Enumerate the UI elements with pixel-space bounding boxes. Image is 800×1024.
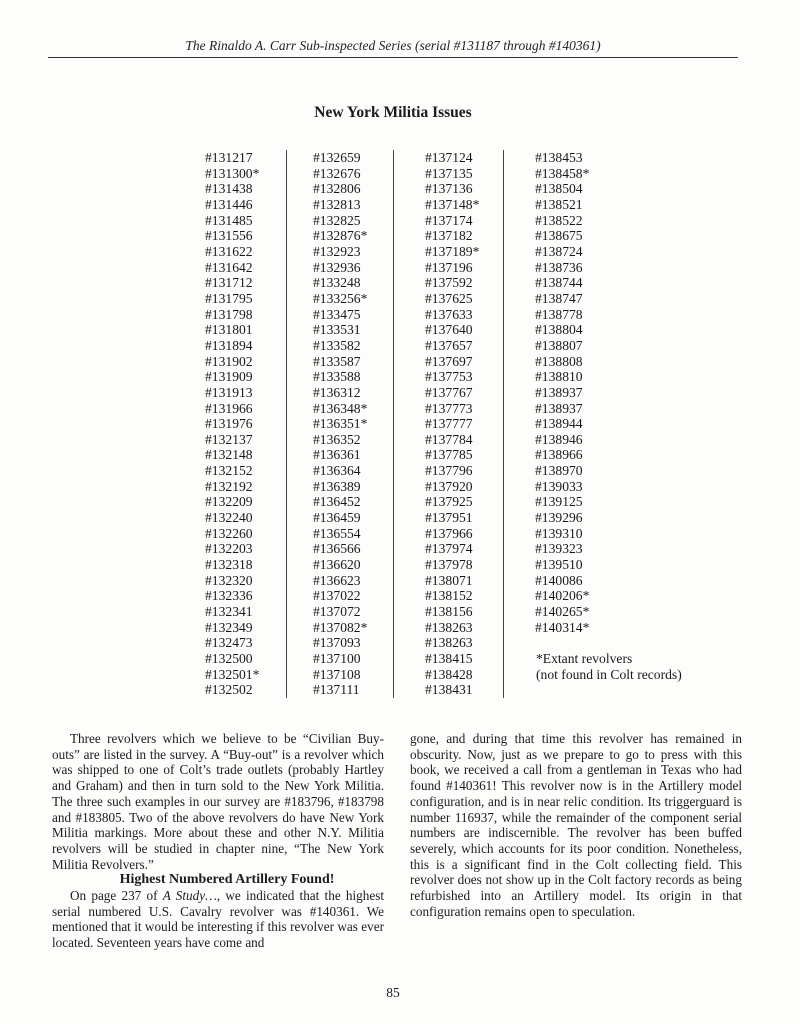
serial-number: #138263 xyxy=(425,635,473,651)
serial-number: #138156 xyxy=(425,604,473,620)
serial-number: #137978 xyxy=(425,557,473,573)
serial-number: #137966 xyxy=(425,525,473,541)
serial-number: #132320 xyxy=(205,572,253,588)
serial-number: #138152 xyxy=(425,588,473,604)
serial-number: #137100 xyxy=(313,651,361,666)
serial-number: #136452 xyxy=(313,494,361,510)
serial-number: #139296 xyxy=(535,510,583,526)
serial-number: #140265* xyxy=(535,604,590,620)
serial-number: #139033 xyxy=(535,478,583,494)
serial-number: #137148* xyxy=(425,196,480,212)
serial-number: #132936 xyxy=(313,259,361,275)
serial-number: #131798 xyxy=(205,306,253,322)
serial-number: #132137 xyxy=(205,431,253,447)
serial-number: #139310 xyxy=(535,525,583,541)
serial-number: #138807 xyxy=(535,337,583,353)
page-number: 85 xyxy=(386,985,400,1000)
serial-number: #137773 xyxy=(425,400,473,416)
serial-number: #136554 xyxy=(313,525,361,541)
serial-number: #137108 xyxy=(313,666,361,682)
serial-number: #131966 xyxy=(205,400,253,416)
serial-number: #138966 xyxy=(535,447,583,463)
text: , we indicated that the highest serial numbered U.S. Cavalry revolver was #140361. We mentioned that it would be interesting if this revolver was ever located. Seventeen years have come and xyxy=(52,888,385,951)
serial-number: #137974 xyxy=(425,541,473,557)
serial-number: #133587 xyxy=(313,353,361,369)
serial-number: #136459 xyxy=(313,510,361,526)
serial-number: #137796 xyxy=(425,463,473,479)
serial-number: #132676 xyxy=(313,165,361,181)
serial-number: #137592 xyxy=(425,275,473,291)
serial-number: #138736 xyxy=(535,259,583,275)
serial-number: #131438 xyxy=(205,181,253,197)
serial-number: #131801 xyxy=(205,322,253,338)
serial-number: #133588 xyxy=(313,369,361,385)
serial-number: #132152 xyxy=(205,463,253,479)
serial-number: #132148 xyxy=(205,447,253,463)
serial-number: #132923 xyxy=(313,243,361,259)
serial-number: #137625 xyxy=(425,290,473,306)
serial-number: #136312 xyxy=(313,384,361,400)
serial-number: #132501* xyxy=(205,666,260,682)
column-divider xyxy=(393,150,394,698)
serial-number: #136352 xyxy=(313,431,361,447)
serial-number: #137640 xyxy=(425,322,473,338)
serial-number: #133475 xyxy=(313,306,361,322)
serial-number: #132336 xyxy=(205,588,253,604)
serial-number: #132209 xyxy=(205,494,253,510)
serial-number: #131485 xyxy=(205,212,253,228)
serial-number: #136620 xyxy=(313,557,361,573)
serial-number: #136348* xyxy=(313,400,368,416)
serial-column-2 xyxy=(313,150,367,698)
serial-number: #131642 xyxy=(205,259,253,275)
serial-number: #139510 xyxy=(535,557,583,573)
serial-number: #137174 xyxy=(425,212,473,228)
serial-number: #133582 xyxy=(313,337,361,353)
serial-number: #137022 xyxy=(313,588,361,604)
serial-number: #139125 xyxy=(535,494,583,510)
paragraph-continued: gone, and during that time this revolver has remained in obscurity. Now, just as we prepare to go to press with this book, we received a call from a gentleman in Texas who had found #140361! This revolver now is in the Artillery model configuration, and is in near relic condition. Its triggerguard is number 116937, while the remainder of the component serial numbers are indiscernible. The revolver has been buffed severely, which accounts for its poor condition. Nonetheless, this is a significant find in the Colt collecting field. This revolver does not show up in the Colt factory records as being refurbished into an Artillery model. Its origin in that configuration remains open to speculation. xyxy=(410,731,742,919)
serial-number: #132203 xyxy=(205,541,253,557)
serial-number: #138453 xyxy=(535,150,583,165)
serial-number: #140314* xyxy=(535,619,590,635)
serial-number: #137082* xyxy=(313,619,368,635)
serial-number: #138744 xyxy=(535,275,583,291)
serial-number: #136389 xyxy=(313,478,361,494)
serial-number: #132500 xyxy=(205,651,253,666)
serial-number: #136361 xyxy=(313,447,361,463)
serial-number: #137657 xyxy=(425,337,473,353)
section-title: New York Militia Issues xyxy=(314,104,472,121)
serial-number: #138724 xyxy=(535,243,583,259)
serial-number: #131795 xyxy=(205,290,253,306)
book-title: A Study… xyxy=(162,888,217,904)
serial-number: #137784 xyxy=(425,431,473,447)
serial-number: #139323 xyxy=(535,541,583,557)
serial-number: #131556 xyxy=(205,228,253,244)
serial-number: #133248 xyxy=(313,275,361,291)
serial-number: #132318 xyxy=(205,557,253,573)
serial-number: #137633 xyxy=(425,306,473,322)
serial-number: #137920 xyxy=(425,478,473,494)
serial-number: #137767 xyxy=(425,384,473,400)
serial-number: #132192 xyxy=(205,478,253,494)
serial-number: #136623 xyxy=(313,572,361,588)
serial-number: #138804 xyxy=(535,322,583,338)
serial-number: #132806 xyxy=(313,181,361,197)
serial-number: #137124 xyxy=(425,150,473,165)
serial-number: #131894 xyxy=(205,337,253,353)
serial-number: #132341 xyxy=(205,604,253,620)
serial-number: #138810 xyxy=(535,369,583,385)
serial-number: #138428 xyxy=(425,666,473,682)
serial-number: #137697 xyxy=(425,353,473,369)
serial-number: #137135 xyxy=(425,165,473,181)
serial-number: #132813 xyxy=(313,196,361,212)
body-column-left xyxy=(52,731,384,951)
serial-column-3 xyxy=(425,150,479,698)
serial-number: #131909 xyxy=(205,369,253,385)
serial-number: #138458* xyxy=(535,165,590,181)
serial-number: #138937 xyxy=(535,400,583,416)
footnote-line-2: (not found in Colt records) xyxy=(536,667,682,682)
running-head: The Rinaldo A. Carr Sub-inspected Series (serial #131187 through #140361) xyxy=(185,38,601,53)
serial-number: #140206* xyxy=(535,588,590,604)
serial-number: #137182 xyxy=(425,228,473,244)
serial-column-1 xyxy=(205,150,259,698)
serial-number: #136566 xyxy=(313,541,361,557)
serial-number: #137785 xyxy=(425,447,473,463)
serial-number: #131913 xyxy=(205,384,253,400)
serial-number: #138071 xyxy=(425,572,473,588)
serial-number: #138970 xyxy=(535,463,583,479)
column-divider xyxy=(503,150,504,698)
serial-number: #131217 xyxy=(205,150,253,165)
serial-number: #132825 xyxy=(313,212,361,228)
footnote-line-1: *Extant revolvers xyxy=(536,651,633,666)
serial-number: #137951 xyxy=(425,510,473,526)
body-column-right xyxy=(410,731,742,919)
serial-number: #138522 xyxy=(535,212,583,228)
paragraph-artillery-found xyxy=(52,888,384,951)
serial-column-4 xyxy=(535,150,589,635)
footnote xyxy=(536,651,682,683)
text: On page 237 of xyxy=(70,888,163,904)
serial-number: #137111 xyxy=(313,682,360,698)
paragraph-civilian-buyouts: Three revolvers which we believe to be “Civilian Buy-outs” are listed in the survey. A “Buy-out” is a revolver which was shipped to one of Colt’s trade outlets (probably Hartley and Graham) and then in turn sold to the New York Militia. The three such examples in our survey are #183796, #183798 and #183805. Two of the above revolvers do have New York Militia markings. More about these and other N.Y. Militia revolvers will be studied in chapter nine, “The New York Militia Revolvers.” xyxy=(52,731,384,872)
serial-number: #138937 xyxy=(535,384,583,400)
serial-number: #138415 xyxy=(425,651,473,666)
serial-number: #132240 xyxy=(205,510,253,526)
serial-number: #137925 xyxy=(425,494,473,510)
serial-number: #137093 xyxy=(313,635,361,651)
serial-number: #132349 xyxy=(205,619,253,635)
serial-number: #137753 xyxy=(425,369,473,385)
serial-number: #138946 xyxy=(535,431,583,447)
serial-number: #132502 xyxy=(205,682,253,698)
serial-number: #133256* xyxy=(313,290,368,306)
serial-number: #132260 xyxy=(205,525,253,541)
serial-number: #138675 xyxy=(535,228,583,244)
serial-number: #138778 xyxy=(535,306,583,322)
serial-number: #137072 xyxy=(313,604,361,620)
serial-number: #138504 xyxy=(535,181,583,197)
serial-number: #132473 xyxy=(205,635,253,651)
serial-number: #137196 xyxy=(425,259,473,275)
serial-number: #132876* xyxy=(313,228,368,244)
serial-number: #137189* xyxy=(425,243,480,259)
serial-number: #136364 xyxy=(313,463,361,479)
serial-number: #132659 xyxy=(313,150,361,165)
serial-number: #138521 xyxy=(535,196,583,212)
serial-number: #140086 xyxy=(535,572,583,588)
serial-number: #138263 xyxy=(425,619,473,635)
serial-number: #136351* xyxy=(313,416,368,432)
header-rule xyxy=(48,57,738,58)
serial-number: #133531 xyxy=(313,322,361,338)
column-divider xyxy=(286,150,287,698)
serial-number: #131300* xyxy=(205,165,260,181)
serial-number: #138808 xyxy=(535,353,583,369)
serial-number: #138747 xyxy=(535,290,583,306)
serial-number: #131446 xyxy=(205,196,253,212)
serial-number: #131976 xyxy=(205,416,253,432)
serial-number: #138431 xyxy=(425,682,473,698)
serial-number: #137777 xyxy=(425,416,473,432)
serial-number: #131902 xyxy=(205,353,253,369)
serial-number: #131622 xyxy=(205,243,253,259)
serial-number: #137136 xyxy=(425,181,473,197)
subheading: Highest Numbered Artillery Found! xyxy=(119,872,335,888)
serial-number: #131712 xyxy=(205,275,253,291)
serial-number: #138944 xyxy=(535,416,583,432)
